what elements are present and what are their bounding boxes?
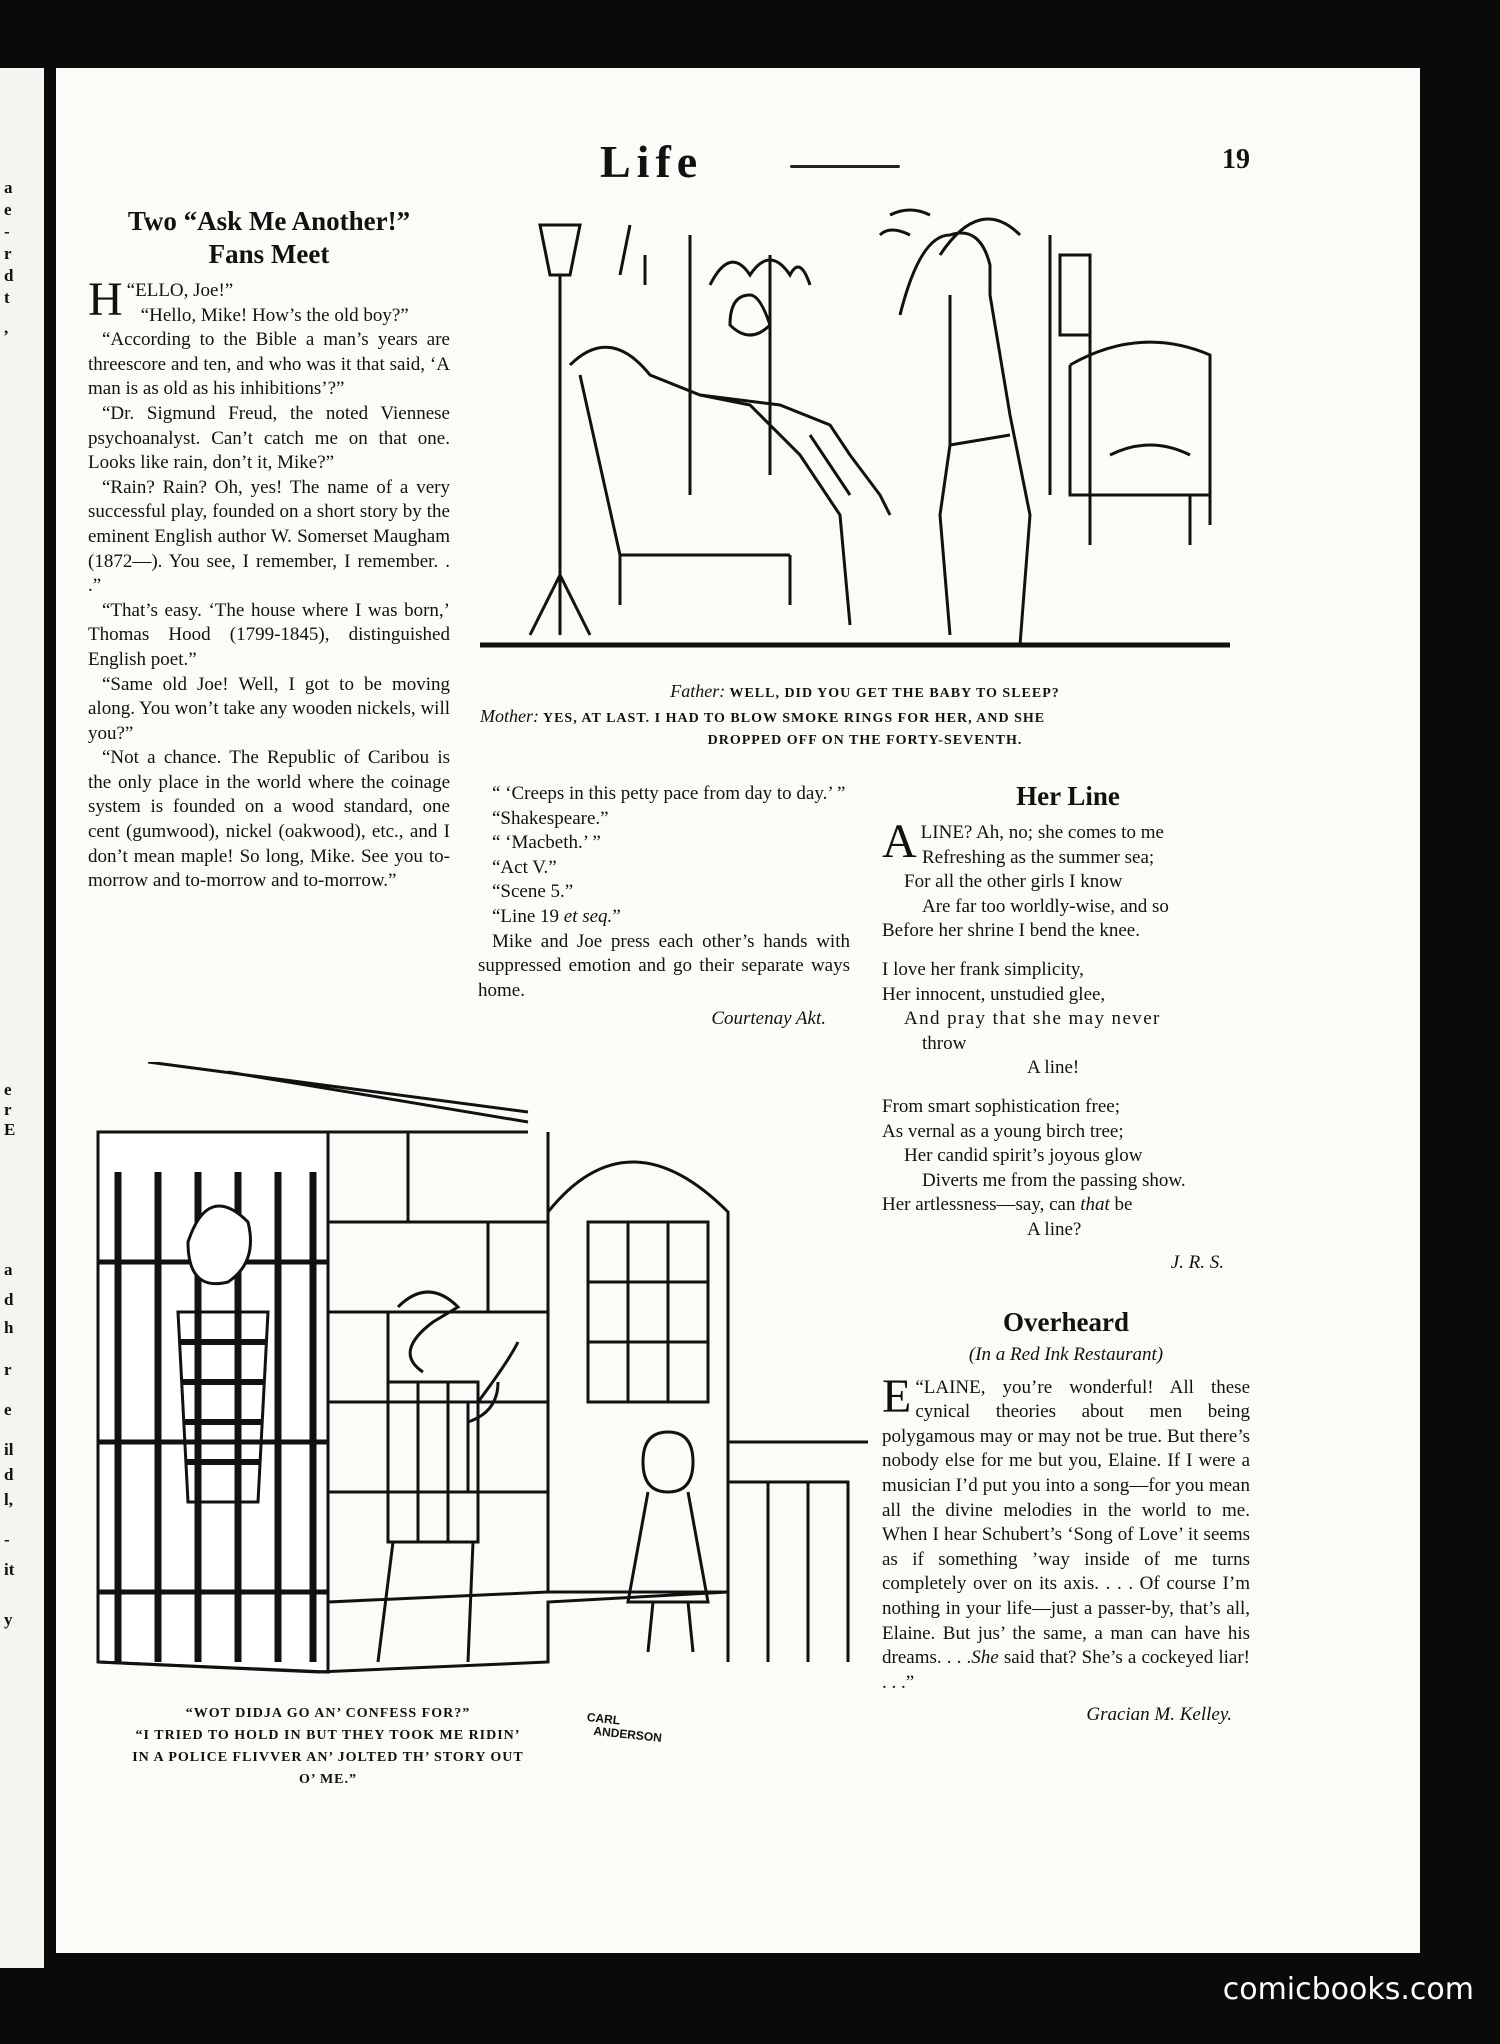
facing-page-fragment: d xyxy=(4,1290,14,1309)
watermark: comicbooks.com xyxy=(1222,1972,1474,2007)
caption-text: “WOT DIDJA GO AN’ CONFESS FOR?” xyxy=(185,1706,471,1721)
drop-cap: A xyxy=(882,815,917,868)
caption-line-father xyxy=(470,680,1260,705)
drop-cap: H xyxy=(88,273,123,326)
story-paragraph: “That’s easy. ‘The house where I was born,’ Thomas Hood (1799-1845), distinguished English poet.” xyxy=(88,599,450,670)
italic-text: et seq. xyxy=(563,905,613,927)
poem-line: Are far too worldly-wise, and so xyxy=(922,895,1169,917)
poem-line: Her innocent, unstudied glee, xyxy=(882,983,1106,1005)
caption-text: IN A POLICE FLIVVER AN’ JOLTED TH’ STORY OUT xyxy=(132,1750,524,1765)
caption-text: DROPPED OFF ON THE FORTY-SEVENTH. xyxy=(707,733,1023,748)
story-paragraph: “Hello, Mike! How’s the old boy?” xyxy=(140,304,409,326)
caption-text: “I TRIED TO HOLD IN BUT THEY TOOK ME RIDIN’ xyxy=(135,1728,521,1743)
story-column-left xyxy=(88,205,450,894)
stanza-gap xyxy=(882,1081,1254,1095)
facing-page-fragment: - xyxy=(4,222,10,241)
facing-page-fragment: it xyxy=(4,1560,15,1579)
speaker-label: Father: xyxy=(670,681,726,701)
overheard-title: Overheard xyxy=(1003,1307,1129,1337)
poem-line: Her candid spirit’s joyous glow xyxy=(904,1145,1143,1167)
facing-page-fragment: a xyxy=(4,1260,13,1279)
overheard-subtitle: (In a Red Ink Restaurant) xyxy=(968,1344,1164,1365)
story-paragraph: “Act V.” xyxy=(492,856,557,878)
facing-page-fragment: e xyxy=(4,1400,12,1419)
masthead-rule xyxy=(790,165,900,168)
facing-page-fragment: r xyxy=(4,1360,12,1379)
text-run: “Line 19 xyxy=(492,905,564,927)
story-paragraph: “ ‘Creeps in this petty pace from day to day.’ ” xyxy=(492,783,846,804)
story-paragraph: “According to the Bible a man’s years are threescore and ten, and who was it that said, ‘A man is as old as his inhibitions’?” xyxy=(88,329,450,400)
text-run: said that? She’s a cockeyed liar! . . .” xyxy=(882,1647,1250,1693)
author-signature: Courtenay Akt. xyxy=(711,1008,826,1030)
overheard-signature: Gracian M. Kelley. xyxy=(1086,1704,1232,1726)
speaker-label: Mother: xyxy=(480,706,539,726)
facing-page-fragment: d xyxy=(4,266,14,285)
story-paragraph xyxy=(478,905,850,930)
overheard-paragraph xyxy=(882,1369,1250,1696)
poem-line: I love her frank simplicity, xyxy=(882,958,1084,980)
story-paragraph: “Same old Joe! Well, I got to be moving along. You won’t take any wooden nickels, will you?” xyxy=(88,673,450,744)
facing-page-fragment: e xyxy=(4,200,12,219)
caption-text: WELL, DID YOU GET THE BABY TO SLEEP? xyxy=(729,686,1060,701)
poem-line: A line? xyxy=(1027,1218,1082,1240)
poem-line: And pray that she may never xyxy=(904,1008,1161,1030)
story-paragraph: Mike and Joe press each other’s hands with suppressed emotion and go their separate ways home. xyxy=(478,930,850,1001)
caption-text: YES, AT LAST. I HAD TO BLOW SMOKE RINGS FOR HER, AND SHE xyxy=(542,711,1046,726)
poem-line xyxy=(882,1193,1254,1218)
story-paragraph: “Shakespeare.” xyxy=(492,807,609,829)
facing-page-edge xyxy=(0,68,44,1968)
story-paragraph: “Not a chance. The Republic of Caribou is the only place in the world where the coinage system is founded on a wood standard, one cent (gumwood), nickel (oakwood), etc., and I don’t mean maple! So long, Mike. See you to-morrow and to-morrow and to-morrow.” xyxy=(88,747,450,892)
text-run: ” xyxy=(612,905,621,927)
story-paragraph: “Rain? Rain? Oh, yes! The name of a very successful play, founded on a short story by the eminent English author W. Somerset Maugham (1872—). You see, I remember, I remember. . .” xyxy=(88,476,450,597)
cartoon2-caption xyxy=(88,1703,568,1791)
poem-her-line xyxy=(882,780,1254,1275)
facing-page-fragment: r xyxy=(4,244,12,263)
italic-text: that xyxy=(1080,1194,1110,1216)
page-number: 19 xyxy=(1222,144,1250,175)
text-run: be xyxy=(1109,1194,1133,1216)
stanza-gap xyxy=(882,944,1254,958)
facing-page-fragment: h xyxy=(4,1318,14,1337)
facing-page-fragment: y xyxy=(4,1610,13,1629)
poem-signature: J. R. S. xyxy=(1170,1251,1224,1273)
masthead-title: Life xyxy=(600,136,704,187)
story-paragraph: “Dr. Sigmund Freud, the noted Viennese psychoanalyst. Can’t catch me on that one. Looks like rain, don’t it, Mike?” xyxy=(88,402,450,474)
story-paragraph: “ ‘Macbeth.’ ” xyxy=(492,832,601,854)
poem-line: For all the other girls I know xyxy=(904,871,1123,893)
facing-page-fragment: E xyxy=(4,1120,16,1139)
facing-page-fragment: - xyxy=(4,1530,10,1549)
text-run: Her artlessness—say, can xyxy=(882,1194,1081,1216)
poem-line: throw xyxy=(922,1032,967,1054)
poem-line: As vernal as a young birch tree; xyxy=(882,1120,1124,1142)
facing-page-fragment: a xyxy=(4,178,13,197)
living-room-cartoon xyxy=(470,195,1250,665)
story-paragraph: “Scene 5.” xyxy=(492,881,574,903)
facing-page-fragment: l, xyxy=(4,1490,13,1509)
story-headline-line2: Fans Meet xyxy=(208,239,330,269)
poem-line: A line! xyxy=(1027,1057,1080,1079)
artist-signature-line: ANDERSON xyxy=(592,1723,663,1745)
poem-line: LINE? Ah, no; she comes to me xyxy=(920,822,1164,843)
text-run: “LAINE, you’re wonderful! All these cynical theories about men being polygamous may or may not be true. But there’s nobody else for me but you, Elaine. If I were a musician I’d put you into a song—for you mean all the divine melodies in the world to me. When I hear Schubert’s ‘Song of Love’ it seems as if something ’way inside of me turns completely over on its axis. . . . Of course I’m nothing in your life—just a passer-by, that’s all, Elaine. But jus’ the same, a man can have his dreams. . . . xyxy=(882,1376,1250,1669)
facing-page-fragment: t xyxy=(4,288,10,307)
facing-page-fragment: e xyxy=(4,1080,12,1099)
drop-cap: E xyxy=(882,1369,912,1423)
overheard-column xyxy=(882,1306,1250,1728)
facing-page-fragment: il xyxy=(4,1440,14,1459)
jail-cartoon xyxy=(88,1062,868,1682)
poem-line: Diverts me from the passing show. xyxy=(922,1169,1186,1191)
cartoon1-caption xyxy=(470,680,1260,752)
facing-page-fragment: r xyxy=(4,1100,12,1119)
poem-line: Before her shrine I bend the knee. xyxy=(882,920,1140,942)
caption-text: O’ ME.” xyxy=(298,1772,358,1787)
story-headline xyxy=(88,205,450,271)
caption-line-mother xyxy=(470,705,1260,730)
story-headline-line1: Two “Ask Me Another!” xyxy=(127,206,411,236)
poem-line: Refreshing as the summer sea; xyxy=(922,846,1155,868)
facing-page-fragment: , xyxy=(4,318,9,337)
story-paragraph: “ELLO, Joe!” xyxy=(126,280,234,301)
artist-signature-line: CARL xyxy=(586,1710,621,1728)
story-column-continued xyxy=(478,782,850,1032)
poem-line: From smart sophistication free; xyxy=(882,1095,1120,1117)
italic-text: She xyxy=(971,1647,999,1669)
facing-page-fragment: d xyxy=(4,1465,14,1484)
poem-title: Her Line xyxy=(1016,781,1120,811)
